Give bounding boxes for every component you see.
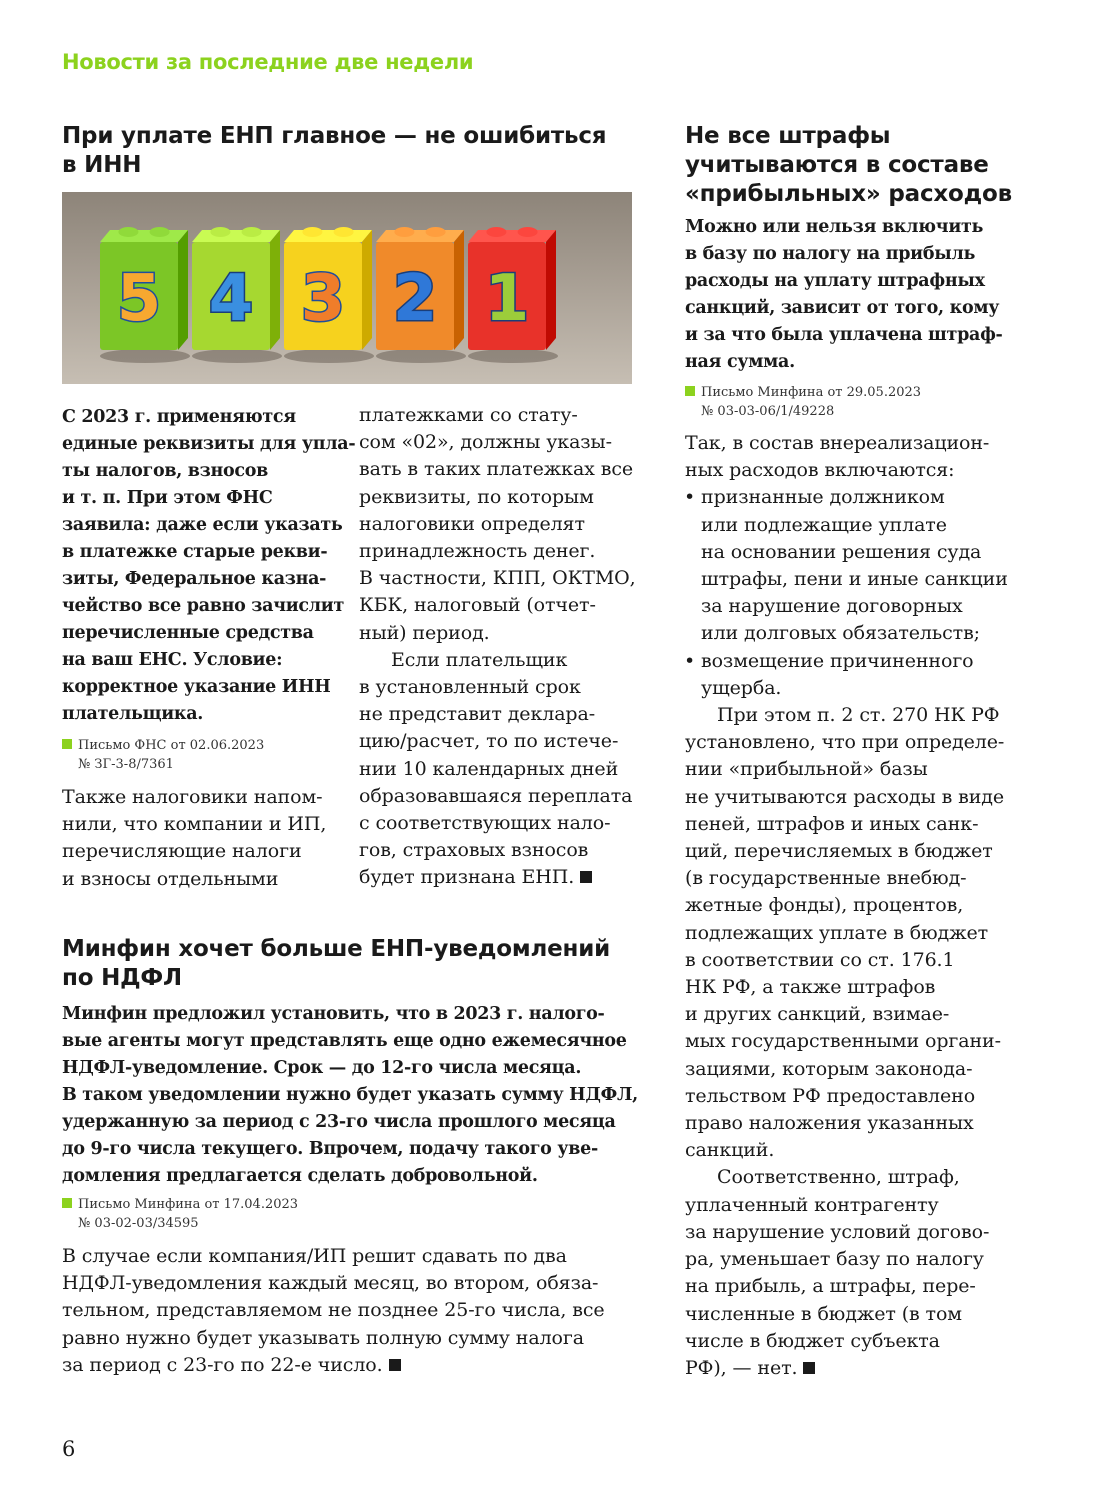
bullet-dot-icon: • <box>684 486 696 509</box>
body-line: за нарушение договорных <box>701 595 963 618</box>
body-line: Также налоговики напом- <box>62 786 323 808</box>
body-line: В частности, КПП, ОКТМО, <box>359 567 636 590</box>
block-top <box>376 230 464 242</box>
lead-line: ная сумма. <box>685 352 795 372</box>
lead-line: и т. п. При этом ФНС <box>62 488 273 508</box>
body-line: уплаченный контрагенту <box>685 1193 939 1216</box>
source-line-2: № 03-03-06/1/49228 <box>701 404 835 419</box>
block-stud <box>150 227 170 237</box>
body-line: ра, уменьшает базу по налогу <box>685 1248 984 1271</box>
body-line: в установленный срок <box>359 676 581 699</box>
block-stud <box>334 227 354 237</box>
body-line: нили, что компании и ИП, <box>62 813 327 836</box>
article-2-body <box>62 1243 605 1379</box>
body-line: Если плательщик <box>391 648 568 671</box>
block-stud <box>242 227 262 237</box>
body-line: штрафы, пени и иные санкции <box>701 568 1008 591</box>
lead-line: на ваш ЕНС. Условие: <box>62 650 283 670</box>
body-line: Соответственно, штраф, <box>717 1166 960 1189</box>
lead-line: зиты, Федеральное казна- <box>62 569 327 589</box>
end-of-story-icon <box>389 1359 401 1371</box>
lead-line: домления предлагается сделать добровольной. <box>62 1166 538 1186</box>
body-line: право наложения указанных <box>685 1112 974 1135</box>
title-line: по НДФЛ <box>62 965 182 991</box>
body-line: сом «02», должны указы- <box>359 431 612 454</box>
body-line: не учитываются расходы в виде <box>685 785 1005 808</box>
bullet-dot-icon: • <box>684 649 696 672</box>
lead-line: единые реквизиты для упла- <box>62 434 356 454</box>
body-line: численные в бюджет (в том <box>685 1302 962 1325</box>
article-2-lead <box>62 1001 638 1190</box>
body-line: на прибыль, а штрафы, пере- <box>685 1275 976 1298</box>
body-line: принадлежность денег. <box>359 540 596 563</box>
body-line: образовавшаяся переплата <box>359 784 633 807</box>
body-line: санкций. <box>685 1139 775 1162</box>
lead-line: корректное указание ИНН <box>62 677 331 697</box>
body-line: ных расходов включаются: <box>685 459 955 482</box>
body-line: за нарушение условий догово- <box>685 1220 990 1243</box>
end-of-story-icon <box>580 871 592 883</box>
lead-line: Минфин предложил установить, что в 2023 г. налого- <box>62 1004 605 1024</box>
lead-line: в платежке старые рекви- <box>62 542 328 562</box>
bullet-item: • признанные должником <box>685 484 1008 511</box>
article-3-lead <box>685 214 1003 376</box>
body-line: зациями, которым законода- <box>685 1057 973 1080</box>
block-side <box>270 230 280 350</box>
body-line: подлежащих уплате в бюджет <box>685 921 989 944</box>
toy-block-2 <box>376 227 466 363</box>
body-line: тельством РФ предоставлено <box>685 1084 976 1107</box>
block-stud <box>118 227 138 237</box>
body-line: тельном, представляемом не позднее 25-го числа, все <box>62 1299 605 1322</box>
block-shadow <box>284 349 374 363</box>
article-2-title <box>62 935 610 993</box>
body-line: пеней, штрафов и иных санк- <box>685 812 979 835</box>
body-line: жетные фонды), процентов, <box>685 894 964 917</box>
body-line: нии «прибыльной» базы <box>685 758 928 781</box>
body-line: гов, страховых взносов <box>359 839 589 862</box>
article-3-source <box>685 383 921 421</box>
body-line: КБК, налоговый (отчет- <box>359 594 596 617</box>
lead-line: Можно или нельзя включить <box>685 217 984 237</box>
article-3-title <box>685 122 1012 209</box>
body-line-last: будет признана ЕНП. <box>359 864 636 891</box>
toy-block-4 <box>192 227 282 363</box>
article-1-col1 <box>62 784 326 893</box>
title-line: Минфин хочет больше ЕНП-уведомлений <box>62 936 611 962</box>
body-line: на основании решения суда <box>701 540 982 563</box>
lead-line: плательщика. <box>62 704 204 724</box>
body-line: Так, в состав внереализацион- <box>685 432 990 454</box>
toy-block-1 <box>468 227 558 363</box>
article-1-col2 <box>359 402 636 892</box>
body-line: установлено, что при определе- <box>685 731 1005 754</box>
block-top <box>468 230 556 242</box>
body-line: перечисляющие налоги <box>62 840 302 863</box>
block-top <box>100 230 188 242</box>
block-top <box>192 230 280 242</box>
body-line: цию/расчет, то по истече- <box>359 730 619 753</box>
lead-line: С 2023 г. применяются <box>62 407 296 427</box>
block-stud <box>518 227 538 237</box>
body-line: с соответствующих нало- <box>359 812 611 835</box>
article-1-source <box>62 736 264 774</box>
bullet-item: • возмещение причиненного <box>685 648 1008 675</box>
body-line: в соответствии со ст. 176.1 <box>685 948 955 971</box>
body-line: ный) период. <box>359 621 490 644</box>
lead-line: чейство все равно зачислит <box>62 596 345 616</box>
article-1-lead <box>62 404 355 728</box>
body-line: реквизиты, по которым <box>359 485 594 508</box>
source-line-1: Письмо ФНС от 02.06.2023 <box>78 738 265 753</box>
body-line-last: за период с 23-го по 22-е число. <box>62 1352 605 1379</box>
block-side <box>454 230 464 350</box>
article-2-source <box>62 1195 298 1233</box>
lead-line: ты налогов, взносов <box>62 461 268 481</box>
body-line: налоговики определят <box>359 512 585 535</box>
body-line: НДФЛ-уведомления каждый месяц, во втором, обяза- <box>62 1272 599 1295</box>
body-line: равно нужно будет указывать полную сумму налога <box>62 1326 584 1349</box>
block-digit: 1 <box>484 262 530 336</box>
lead-line: в базу по налогу на прибыль <box>685 244 976 264</box>
green-square-icon <box>62 1198 72 1208</box>
block-shadow <box>468 349 558 363</box>
lead-line: расходы на уплату штрафных <box>685 271 985 291</box>
lead-line: удержанную за период с 23-го числа прошлого месяца <box>62 1112 616 1132</box>
lead-line: и за что была уплачена штраф- <box>685 325 1003 345</box>
block-side <box>362 230 372 350</box>
lead-line: перечисленные средства <box>62 623 314 643</box>
block-side <box>178 230 188 350</box>
block-stud <box>486 227 506 237</box>
green-square-icon <box>685 386 695 396</box>
section-label: Новости за последние две недели <box>62 50 474 74</box>
block-shadow <box>100 349 190 363</box>
block-digit: 4 <box>208 262 254 336</box>
title-line: При уплате ЕНП главное — не ошибиться <box>62 123 607 149</box>
title-line: Не все штрафы <box>685 123 891 149</box>
block-shadow <box>376 349 466 363</box>
lead-line: заявила: даже если указать <box>62 515 343 535</box>
article-1-title <box>62 122 606 180</box>
body-line: или долговых обязательств; <box>701 622 980 645</box>
block-shadow <box>192 349 282 363</box>
toy-blocks-illustration <box>62 192 632 384</box>
body-line: платежками со стату- <box>359 404 578 426</box>
article-3-body <box>685 430 1008 1382</box>
source-line-2: № 03-02-03/34595 <box>78 1216 199 1231</box>
block-stud <box>302 227 322 237</box>
source-line-2: № ЗГ-3-8/7361 <box>78 757 174 772</box>
lead-line: НДФЛ-уведомление. Срок — до 12-го числа месяца. <box>62 1058 582 1078</box>
body-line: числе в бюджет субъекта <box>685 1329 940 1352</box>
title-line: в ИНН <box>62 152 142 178</box>
body-line: При этом п. 2 ст. 270 НК РФ <box>717 704 1000 727</box>
lead-line: вые агенты могут представлять еще одно ежемесячное <box>62 1031 627 1051</box>
lead-line: В таком уведомлении нужно будет указать сумму НДФЛ, <box>62 1085 638 1105</box>
block-side <box>546 230 556 350</box>
block-digit: 5 <box>116 262 162 336</box>
body-line: НК РФ, а также штрафов <box>685 976 936 999</box>
body-line: нии 10 календарных дней <box>359 757 619 780</box>
lead-line: до 9-го числа текущего. Впрочем, подачу такого уве- <box>62 1139 598 1159</box>
title-line: учитываются в составе <box>685 152 989 178</box>
source-line-1: Письмо Минфина от 17.04.2023 <box>78 1197 299 1212</box>
body-line: ущерба. <box>701 676 782 699</box>
block-digit: 2 <box>392 262 438 336</box>
green-square-icon <box>62 739 72 749</box>
body-line: вать в таких платежках все <box>359 458 634 481</box>
block-top <box>284 230 372 242</box>
block-stud <box>426 227 446 237</box>
source-line-1: Письмо Минфина от 29.05.2023 <box>701 385 922 400</box>
body-line: В случае если компания/ИП решит сдавать по два <box>62 1245 567 1267</box>
title-line: «прибыльных» расходов <box>685 181 1012 207</box>
block-stud <box>210 227 230 237</box>
body-line: ций, перечисляемых в бюджет <box>685 840 993 863</box>
toy-block-3 <box>284 227 374 363</box>
page-number: 6 <box>62 1437 76 1461</box>
block-digit: 3 <box>300 262 346 336</box>
body-line: не представит деклара- <box>359 703 596 726</box>
body-line: (в государственные внебюд- <box>685 867 967 890</box>
body-line: и взносы отдельными <box>62 867 279 890</box>
block-stud <box>394 227 414 237</box>
toy-block-5 <box>100 227 190 363</box>
body-line-last: РФ), — нет. <box>685 1355 1008 1382</box>
toy-blocks-photo <box>62 192 632 384</box>
lead-line: санкций, зависит от того, кому <box>685 298 1000 318</box>
body-line: или подлежащие уплате <box>701 513 947 536</box>
body-line: мых государственными органи- <box>685 1030 1001 1053</box>
end-of-story-icon <box>803 1362 815 1374</box>
body-line: и других санкций, взимае- <box>685 1003 950 1026</box>
